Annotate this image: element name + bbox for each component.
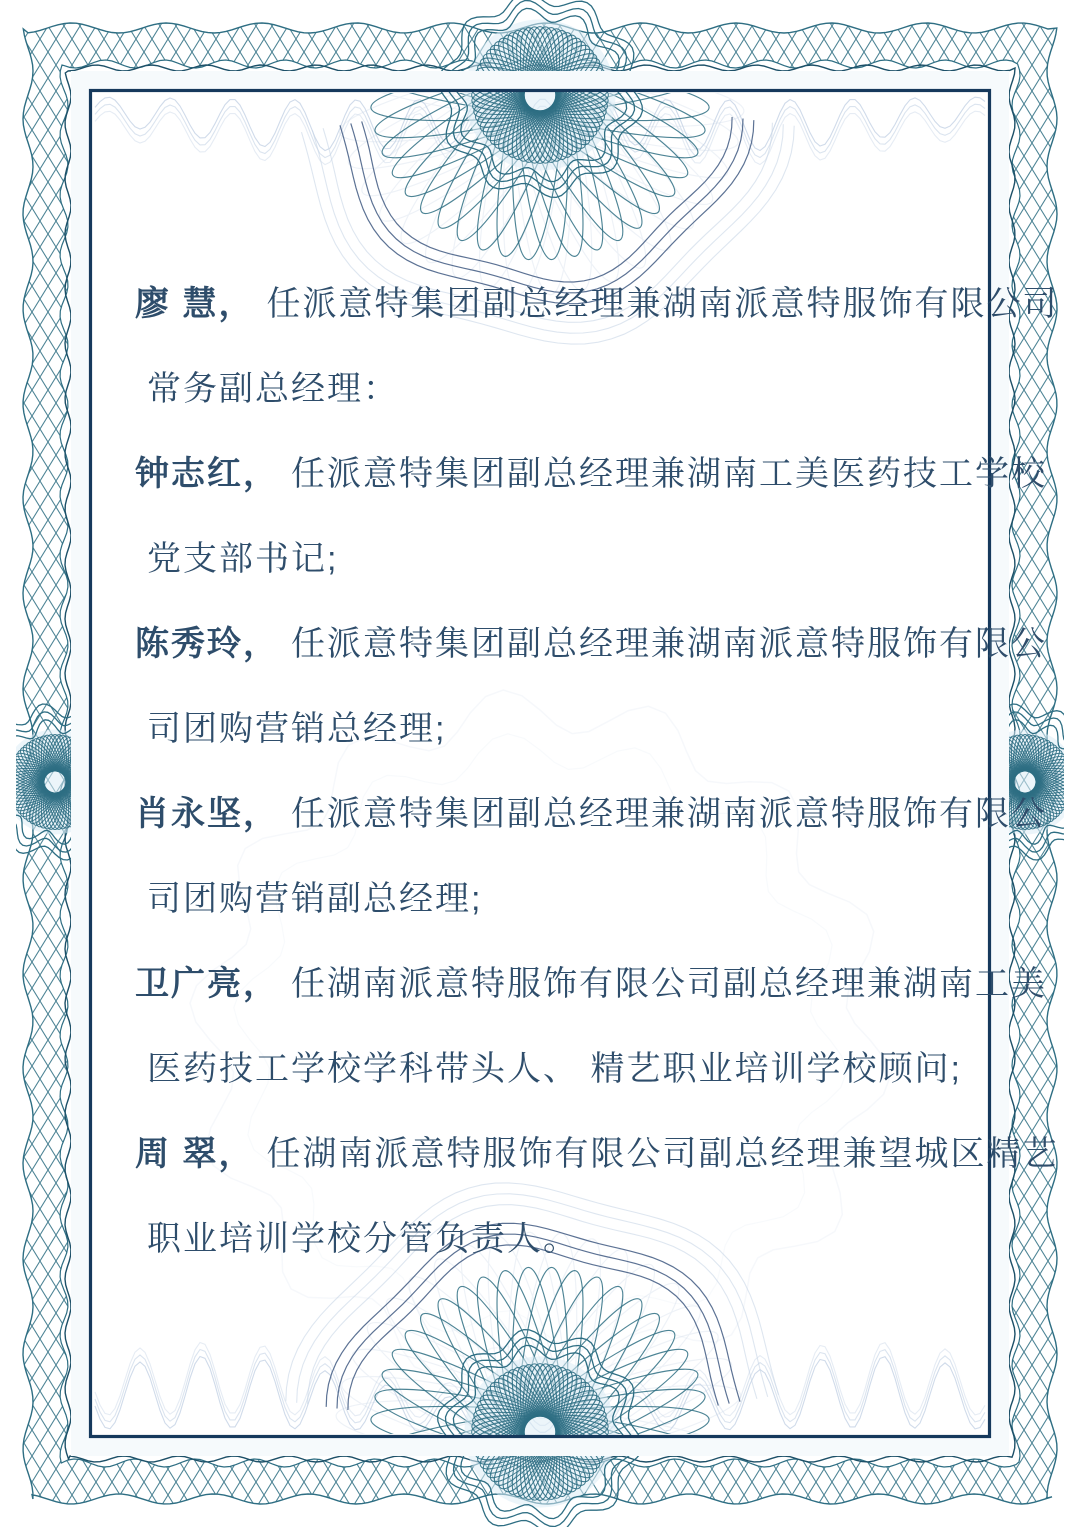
appointment-line <box>135 602 1047 687</box>
appointment-line <box>135 432 1047 517</box>
person-name: 肖永坚， <box>135 795 279 833</box>
appointment-line <box>135 857 985 942</box>
appointment-line <box>135 1197 985 1282</box>
appointment-text: 常务副总经理： <box>147 370 399 408</box>
appointment-line <box>135 517 985 602</box>
person-name: 廖 慧， <box>135 285 255 323</box>
person-name: 周 翠， <box>135 1135 255 1173</box>
appointment-text: 司团购营销总经理; <box>147 710 447 748</box>
appointment-text: 任派意特集团副总经理兼湖南派意特服饰有限公 <box>291 795 1047 833</box>
appointment-line <box>135 1112 1059 1197</box>
person-name: 钟志红， <box>135 455 279 493</box>
appointment-text: 职业培训学校分管负责人。 <box>147 1220 579 1258</box>
appointment-line <box>135 687 985 772</box>
appointment-text: 医药技工学校学科带头人、 精艺职业培训学校顾问; <box>147 1050 962 1088</box>
appointment-text: 任派意特集团副总经理兼湖南派意特服饰有限公司 <box>266 285 1059 323</box>
appointment-text: 司团购营销副总经理; <box>147 880 483 918</box>
appointment-text-block <box>135 262 1059 1282</box>
appointment-line <box>135 942 1047 1027</box>
appointment-line <box>135 1027 985 1112</box>
appointment-text: 任湖南派意特服饰有限公司副总经理兼湖南工美 <box>291 965 1047 1003</box>
appointment-line <box>135 772 1047 857</box>
appointment-text: 任湖南派意特服饰有限公司副总经理兼望城区精艺 <box>266 1135 1059 1173</box>
appointment-text: 党支部书记; <box>147 540 339 578</box>
appointment-text: 任派意特集团副总经理兼湖南工美医药技工学校 <box>291 455 1047 493</box>
person-name: 卫广亮， <box>135 965 279 1003</box>
appointment-line <box>135 262 1059 347</box>
appointment-text: 任派意特集团副总经理兼湖南派意特服饰有限公 <box>291 625 1047 663</box>
person-name: 陈秀玲， <box>135 625 279 663</box>
appointment-line <box>135 347 985 432</box>
